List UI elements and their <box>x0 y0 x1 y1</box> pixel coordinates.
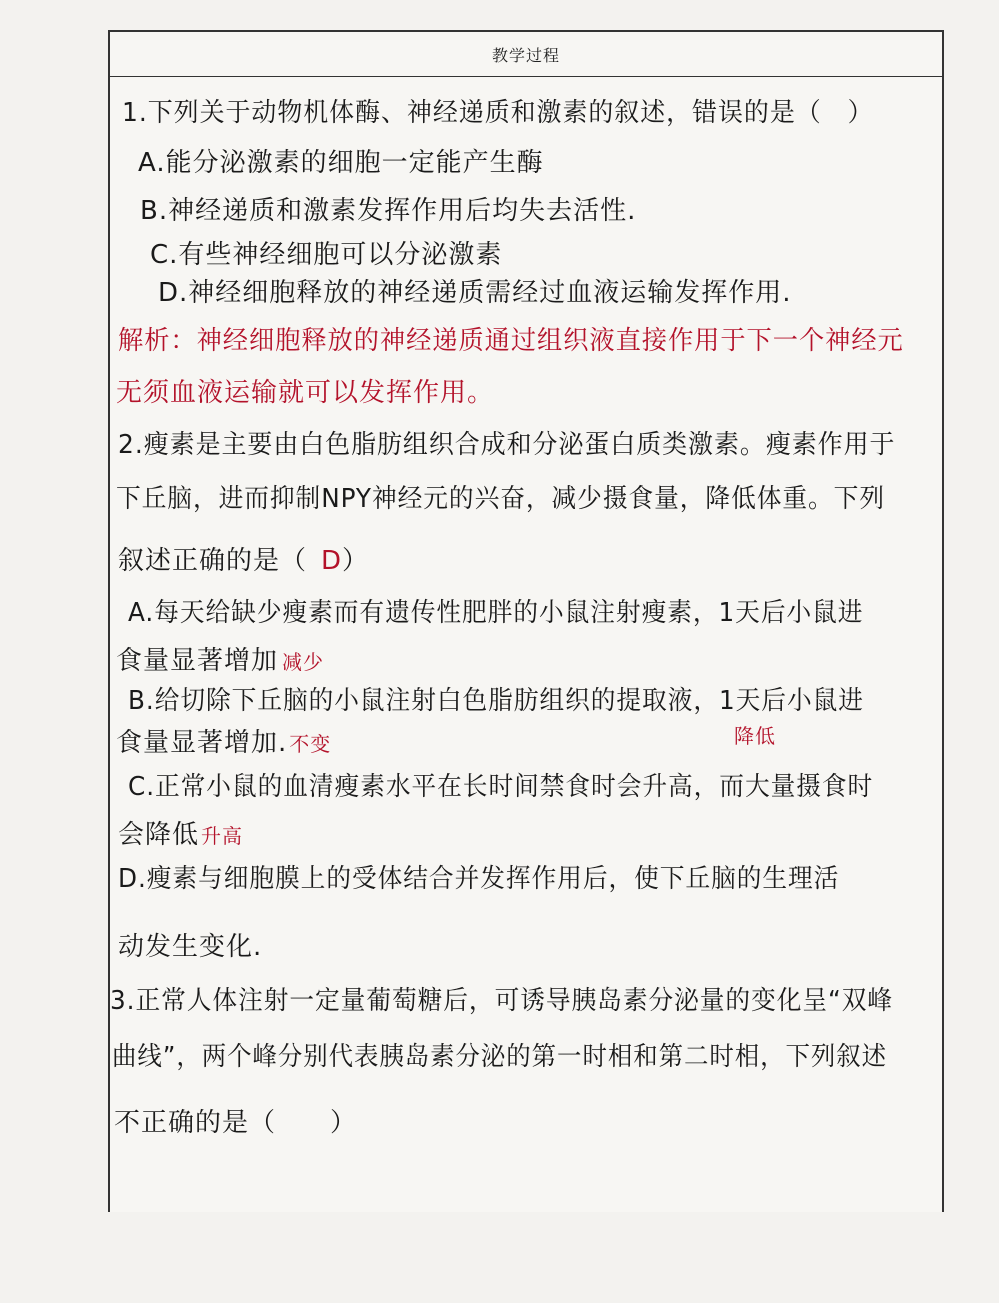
page-title: 教学过程 <box>491 45 560 65</box>
q2-option-b-line1: B.给切除下丘脑的小鼠注射白色脂肪组织的提取液，1天后小鼠进 <box>128 686 864 716</box>
q2-stem-line1: 2.瘦素是主要由白色脂肪组织合成和分泌蛋白质类激素。瘦素作用于 <box>118 430 896 460</box>
q2-option-d-line2: 动发生变化. <box>118 932 263 962</box>
q1-analysis-line1: 解析：神经细胞释放的神经递质通过组织液直接作用于下一个神经元 <box>118 326 904 356</box>
q1-stem: 1.下列关于动物机体酶、神经递质和激素的叙述，错误的是（ ） <box>122 98 874 128</box>
q2-option-a-line2 <box>116 640 324 677</box>
q2-option-c-correction-top: 降低 <box>734 724 776 748</box>
q2-option-c-text: 会降低 <box>118 820 200 850</box>
q3-stem-line2: 曲线”，两个峰分别代表胰岛素分泌的第一时相和第二时相，下列叙述 <box>112 1042 888 1072</box>
header-cell <box>110 32 942 77</box>
q2-stem-line3 <box>118 540 369 577</box>
q2-answer: D <box>321 546 343 576</box>
q2-option-c-correction: 升高 <box>201 824 244 848</box>
q1-option-d: D.神经细胞释放的神经递质需经过血液运输发挥作用. <box>158 278 792 308</box>
q2-stem-text: 叙述正确的是（ <box>118 546 308 576</box>
q2-option-c-line1: C.正常小鼠的血清瘦素水平在长时间禁食时会升高，而大量摄食时 <box>128 772 874 802</box>
q2-option-a-text: 食量显著增加 <box>116 646 279 676</box>
q2-option-b-line2 <box>116 722 331 759</box>
q1-option-b: B.神经递质和激素发挥作用后均失去活性. <box>140 196 637 226</box>
q2-option-b-correction: 不变 <box>289 732 332 756</box>
q1-analysis-line2: 无须血液运输就可以发挥作用。 <box>116 378 495 408</box>
q2-option-d-line1: D.瘦素与细胞膜上的受体结合并发挥作用后，使下丘脑的生理活 <box>118 864 840 894</box>
q2-option-c-line2 <box>118 814 243 851</box>
q2-option-b-text: 食量显著增加. <box>116 728 288 758</box>
q2-stem-line2: 下丘脑，进而抑制NPY神经元的兴奋，减少摄食量，降低体重。下列 <box>116 484 885 514</box>
q1-option-c: C.有些神经细胞可以分泌激素 <box>150 240 503 270</box>
q3-stem-line1: 3.正常人体注射一定量葡萄糖后，可诱导胰岛素分泌量的变化呈“双峰 <box>110 986 894 1016</box>
q2-option-a-correction: 减少 <box>282 650 325 674</box>
q2-stem-close: ） <box>342 546 370 576</box>
q2-option-a-line1: A.每天给缺少瘦素而有遗传性肥胖的小鼠注射瘦素，1天后小鼠进 <box>128 598 864 628</box>
q1-option-a: A.能分泌激素的细胞一定能产生酶 <box>138 148 544 178</box>
q3-stem-line3: 不正确的是（ ） <box>114 1108 358 1138</box>
